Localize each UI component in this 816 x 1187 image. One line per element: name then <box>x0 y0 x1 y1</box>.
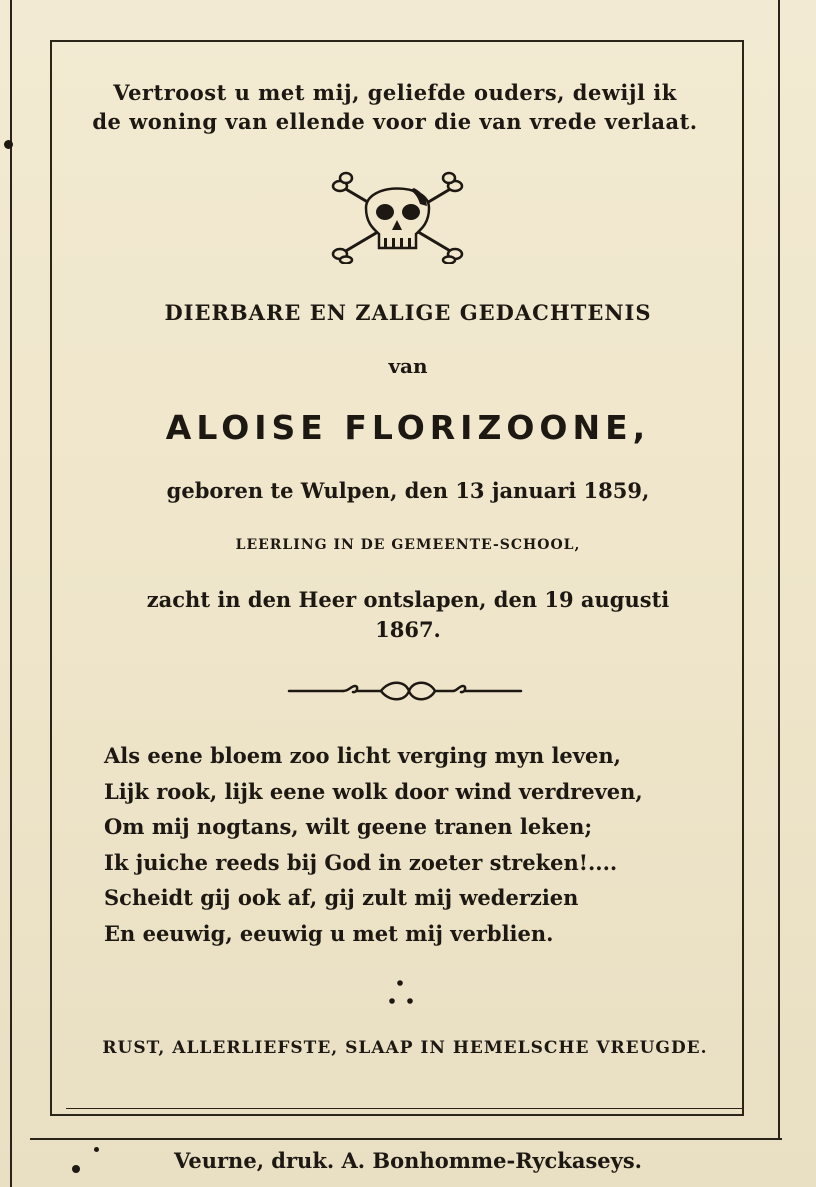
poem <box>104 738 694 951</box>
right-border-line <box>778 0 780 1140</box>
poem-line: En eeuwig, eeuwig u met mij verblien. <box>104 920 554 946</box>
flourish-divider-icon <box>285 678 525 702</box>
poem-line: Scheidt gij ook af, gij zult mij wederzien <box>104 885 579 910</box>
bottom-rule-line <box>30 1138 782 1140</box>
death-line-1: zacht in den Heer ontslapen, den 19 augusti <box>146 587 670 612</box>
pupil-line: LEERLING IN DE GEMEENTE-SCHOOL, <box>235 537 581 553</box>
printer-imprint: Veurne, druk. A. Bonhomme-Ryckaseys. <box>174 1148 642 1173</box>
motto-line-2: de woning van ellende voor die van vrede verlaat. <box>92 109 698 134</box>
birth-line: geboren te Wulpen, den 13 januari 1859, <box>166 478 650 503</box>
poem-line: Om mij nogtans, wilt geene tranen leken; <box>104 814 593 839</box>
poem-line: Lijk rook, lijk eene wolk door wind verdreven, <box>104 778 643 804</box>
motto <box>90 78 700 136</box>
asterism-icon <box>380 975 420 1011</box>
heading: DIERBARE EN ZALIGE GEDACHTENIS <box>164 300 652 325</box>
left-border-line <box>10 0 12 1187</box>
death-line <box>138 585 678 645</box>
skull-and-crossbones-icon <box>330 168 465 264</box>
poem-line: Als eene bloem zoo licht verging myn leven, <box>104 743 621 768</box>
ink-spot <box>4 140 13 149</box>
poem-line: Ik juiche reeds bij God in zoeter streken!.... <box>104 849 618 875</box>
deceased-name: ALOISE FLORIZOONE, <box>165 408 651 447</box>
motto-line-1: Vertroost u met mij, geliefde ouders, dewijl ik <box>113 80 677 105</box>
death-line-2: 1867. <box>375 617 441 642</box>
closing-line: RUST, ALLERLIEFSTE, SLAAP IN HEMELSCHE VREUGDE. <box>102 1038 708 1058</box>
van-label: van <box>388 354 428 378</box>
